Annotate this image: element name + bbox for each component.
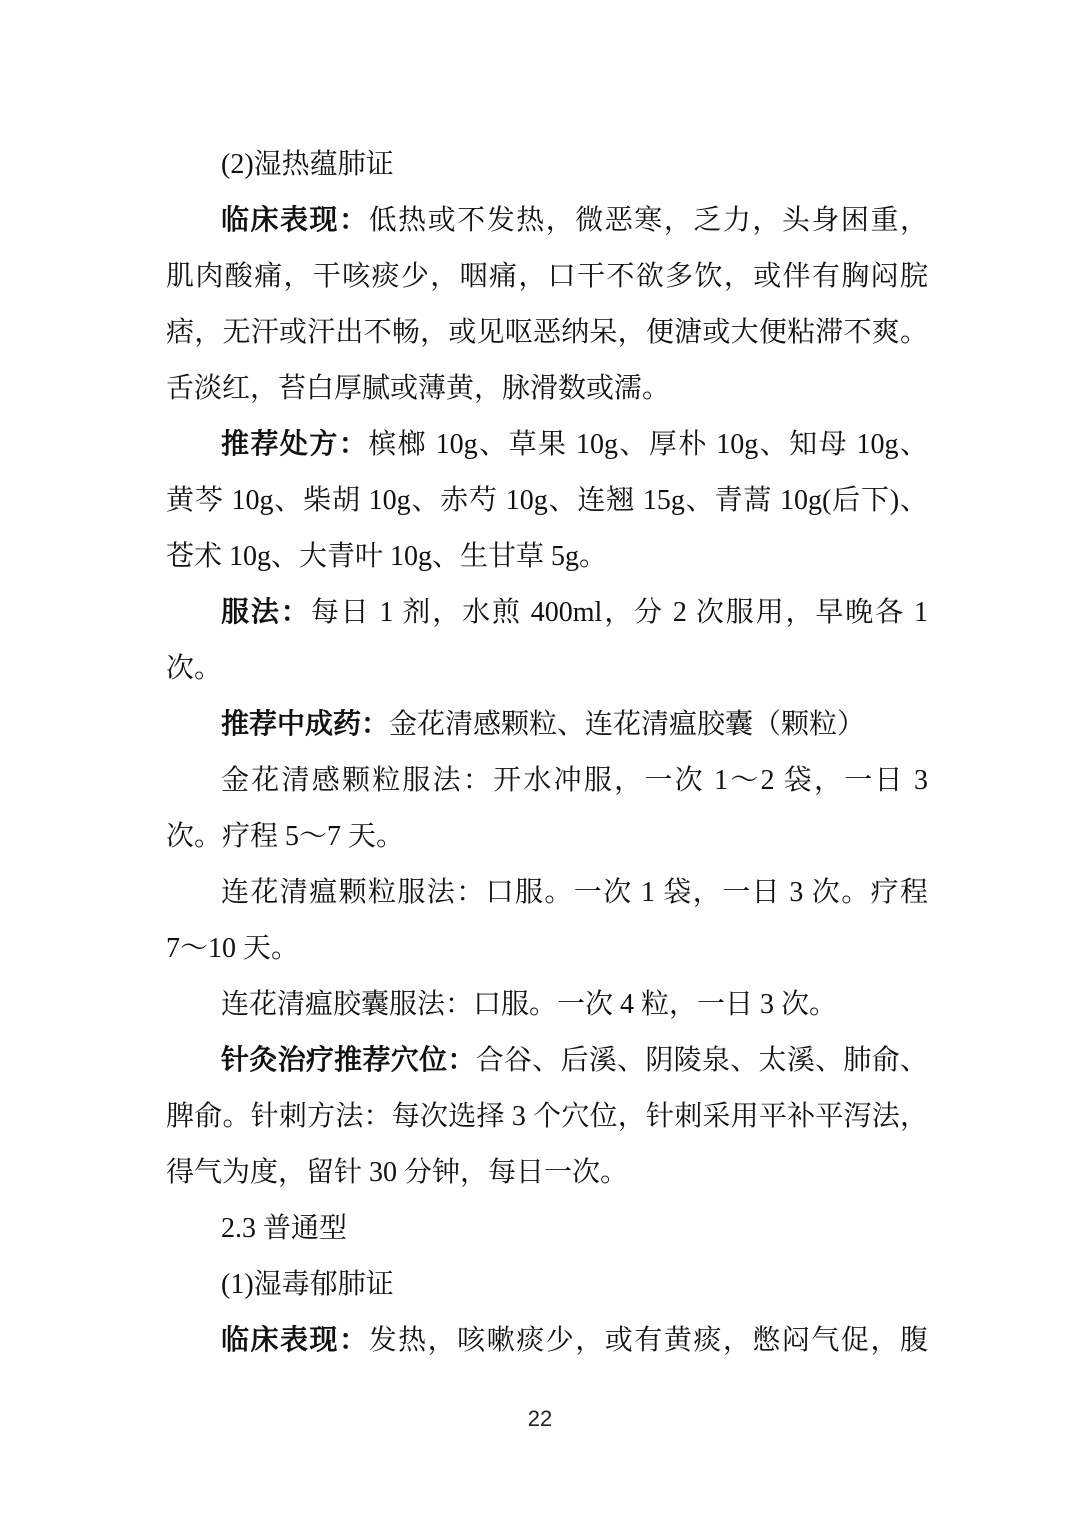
text-line [166, 529, 928, 585]
label-text: 推荐中成药： [221, 709, 390, 740]
text-line [166, 1313, 928, 1369]
body-text: 金花清感颗粒、连花清瘟胶囊（颗粒） [389, 709, 866, 740]
body-text: 连花清瘟颗粒服法：口服。一次 1 袋，一日 3 次。疗程 [221, 877, 928, 908]
body-text: (2)湿热蕴肺证 [221, 149, 394, 180]
body-text: 舌淡红，苔白厚腻或薄黄，脉滑数或濡。 [166, 373, 671, 404]
text-line [166, 1145, 928, 1201]
text-line [166, 641, 928, 697]
body-text: 黄芩 10g、柴胡 10g、赤芍 10g、连翘 15g、青蒿 10g(后下)、 [166, 485, 928, 516]
text-line [166, 977, 928, 1033]
text-line [166, 1033, 928, 1089]
body-text: 苍术 10g、大青叶 10g、生甘草 5g。 [166, 541, 608, 572]
label-text: 临床表现： [221, 1325, 369, 1356]
body-text: 连花清瘟胶囊服法：口服。一次 4 粒，一日 3 次。 [221, 989, 838, 1020]
text-line [166, 249, 928, 305]
body-text: 槟榔 10g、草果 10g、厚朴 10g、知母 10g、 [368, 429, 928, 460]
text-line [166, 753, 928, 809]
page-number: 22 [527, 1406, 553, 1431]
body-text: 金花清感颗粒服法：开水冲服，一次 1～2 袋，一日 3 [221, 765, 928, 796]
body-text: 低热或不发热，微恶寒，乏力，头身困重， [368, 205, 928, 236]
body-text: 痞，无汗或汗出不畅，或见呕恶纳呆，便溏或大便粘滞不爽。 [166, 317, 928, 348]
text-line [166, 305, 928, 361]
text-line [166, 865, 928, 921]
document-body [166, 137, 928, 1369]
text-line [166, 921, 928, 977]
text-line [166, 193, 928, 249]
body-text: 合谷、后溪、阴陵泉、太溪、肺俞、 [475, 1045, 928, 1076]
body-text: 7～10 天。 [166, 933, 300, 964]
text-line [166, 473, 928, 529]
body-text: 次。 [166, 653, 223, 684]
text-line [166, 809, 928, 865]
body-text: 脾俞。针刺方法：每次选择 3 个穴位，针刺采用平补平泻法， [166, 1101, 928, 1132]
body-text: 次。疗程 5～7 天。 [166, 821, 405, 852]
text-line [166, 137, 928, 193]
body-text: 2.3 普通型 [221, 1213, 348, 1244]
body-text: 肌肉酸痛，干咳痰少，咽痛，口干不欲多饮，或伴有胸闷脘 [166, 261, 928, 292]
page-footer [0, 1406, 1080, 1432]
text-line [166, 417, 928, 473]
body-text: (1)湿毒郁肺证 [221, 1269, 394, 1300]
text-line [166, 1257, 928, 1313]
body-text: 每日 1 剂，水煎 400ml，分 2 次服用，早晚各 1 [310, 597, 928, 628]
label-text: 针灸治疗推荐穴位： [221, 1045, 476, 1076]
label-text: 服法： [221, 597, 311, 628]
label-text: 临床表现： [221, 205, 369, 236]
text-line [166, 585, 928, 641]
text-line [166, 1201, 928, 1257]
body-text: 得气为度，留针 30 分钟，每日一次。 [166, 1157, 629, 1188]
body-text: 发热，咳嗽痰少，或有黄痰，憋闷气促，腹 [368, 1325, 928, 1356]
text-line [166, 1089, 928, 1145]
label-text: 推荐处方： [221, 429, 369, 460]
text-line [166, 697, 928, 753]
text-line [166, 361, 928, 417]
